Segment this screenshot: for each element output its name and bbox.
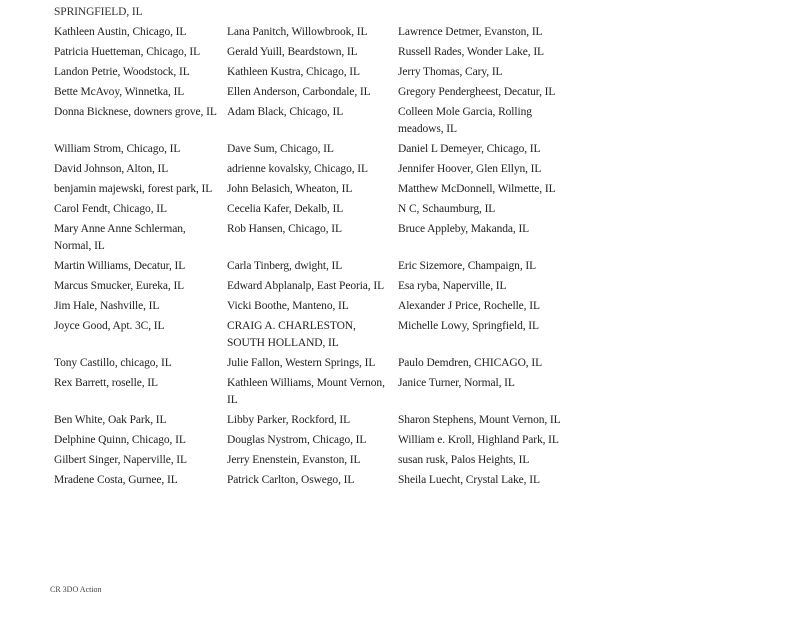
signature-cell: Eric Sizemore, Champaign, IL [398, 260, 537, 272]
signatures-table-body [52, 4, 582, 492]
signature-cell: Adam Black, Chicago, IL [227, 106, 344, 118]
signature-cell: Edward Abplanalp, East Peoria, IL [227, 280, 385, 292]
signature-cell: Landon Petrie, Woodstock, IL [54, 66, 190, 78]
table-row [52, 375, 582, 412]
signature-cell: Esa ryba, Naperville, IL [398, 280, 507, 292]
signature-cell: Jim Hale, Nashville, IL [54, 300, 160, 312]
table-row-top-fragment [52, 4, 582, 24]
signature-cell: Jerry Thomas, Cary, IL [398, 66, 503, 78]
table-row [52, 201, 582, 221]
signature-cell: Donna Bicknese, downers grove, IL [54, 106, 217, 118]
signature-cell: Russell Rades, Wonder Lake, IL [398, 46, 544, 58]
signature-cell: Colleen Mole Garcia, Rolling meadows, IL [398, 106, 532, 135]
signature-cell: Jerry Enenstein, Evanston, IL [227, 454, 361, 466]
table-row [52, 221, 582, 258]
signature-cell: Douglas Nystrom, Chicago, IL [227, 434, 367, 446]
signature-cell: John Belasich, Wheaton, IL [227, 183, 353, 195]
signature-cell: Patricia Huetteman, Chicago, IL [54, 46, 201, 58]
signature-cell: Kathleen Austin, Chicago, IL [54, 26, 187, 38]
signature-cell: Gerald Yuill, Beardstown, IL [227, 46, 358, 58]
signature-cell: benjamin majewski, forest park, IL [54, 183, 213, 195]
signature-cell: Janice Turner, Normal, IL [398, 377, 515, 389]
signature-cell: CRAIG A. CHARLESTON, SOUTH HOLLAND, IL [227, 320, 356, 349]
table-row [52, 258, 582, 278]
signature-cell: susan rusk, Palos Heights, IL [398, 454, 530, 466]
table-row [52, 412, 582, 432]
signature-cell: Bette McAvoy, Winnetka, IL [54, 86, 185, 98]
table-row [52, 44, 582, 64]
signature-cell: Kathleen Kustra, Chicago, IL [227, 66, 360, 78]
table-row [52, 84, 582, 104]
table-row [52, 355, 582, 375]
table-row [52, 141, 582, 161]
signature-cell: Sheila Luecht, Crystal Lake, IL [398, 474, 540, 486]
signature-cell: Paulo Demdren, CHICAGO, IL [398, 357, 543, 369]
table-row [52, 432, 582, 452]
table-row [52, 64, 582, 84]
page-footer: CR 3DO Action [50, 585, 102, 594]
signature-cell: Dave Sum, Chicago, IL [227, 143, 334, 155]
signature-cell: Jennifer Hoover, Glen Ellyn, IL [398, 163, 542, 175]
table-row [52, 181, 582, 201]
signature-cell: Sharon Stephens, Mount Vernon, IL [398, 414, 561, 426]
signature-cell: Matthew McDonnell, Wilmette, IL [398, 183, 556, 195]
signature-cell: Patrick Carlton, Oswego, IL [227, 474, 355, 486]
table-row [52, 452, 582, 472]
signature-cell: Carla Tinberg, dwight, IL [227, 260, 343, 272]
signature-cell: Gregory Pendergheest, Decatur, IL [398, 86, 556, 98]
table-cell: SPRINGFIELD, IL [54, 6, 143, 18]
signature-cell: David Johnson, Alton, IL [54, 163, 169, 175]
signature-cell: Ellen Anderson, Carbondale, IL [227, 86, 371, 98]
signature-cell: Lana Panitch, Willowbrook, IL [227, 26, 368, 38]
signature-cell: Tony Castillo, chicago, IL [54, 357, 172, 369]
signature-cell: Carol Fendt, Chicago, IL [54, 203, 167, 215]
signature-cell: Delphine Quinn, Chicago, IL [54, 434, 186, 446]
signature-cell: Mary Anne Anne Schlerman, Normal, IL [54, 223, 186, 252]
signature-cell: Alexander J Price, Rochelle, IL [398, 300, 540, 312]
signature-cell: Rex Barrett, roselle, IL [54, 377, 158, 389]
signatures-table [52, 4, 582, 492]
signature-cell: Cecelia Kafer, Dekalb, IL [227, 203, 344, 215]
table-row [52, 298, 582, 318]
signature-cell: Michelle Lowy, Springfield, IL [398, 320, 539, 332]
table-cell [225, 4, 396, 24]
signature-cell: William e. Kroll, Highland Park, IL [398, 434, 559, 446]
signature-cell: Julie Fallon, Western Springs, IL [227, 357, 376, 369]
signature-cell: N C, Schaumburg, IL [398, 203, 496, 215]
signature-cell: Gilbert Singer, Naperville, IL [54, 454, 187, 466]
signature-cell: Martin Williams, Decatur, IL [54, 260, 186, 272]
signature-cell: Rob Hansen, Chicago, IL [227, 223, 342, 235]
signature-cell: Mradene Costa, Gurnee, IL [54, 474, 178, 486]
signature-cell: Daniel L Demeyer, Chicago, IL [398, 143, 541, 155]
table-row [52, 278, 582, 298]
signature-cell: William Strom, Chicago, IL [54, 143, 181, 155]
signature-cell: Vicki Boothe, Manteno, IL [227, 300, 349, 312]
table-row [52, 104, 582, 141]
signature-cell: Joyce Good, Apt. 3C, IL [54, 320, 165, 332]
signature-cell: Ben White, Oak Park, IL [54, 414, 167, 426]
signature-cell: Libby Parker, Rockford, IL [227, 414, 351, 426]
signature-cell: Bruce Appleby, Makanda, IL [398, 223, 530, 235]
table-row [52, 472, 582, 492]
table-row [52, 318, 582, 355]
signature-cell: adrienne kovalsky, Chicago, IL [227, 163, 368, 175]
table-row [52, 24, 582, 44]
signature-cell: Lawrence Detmer, Evanston, IL [398, 26, 543, 38]
table-cell [396, 4, 582, 24]
signature-cell: Marcus Smucker, Eureka, IL [54, 280, 185, 292]
signature-cell: Kathleen Williams, Mount Vernon, IL [227, 377, 385, 406]
table-row [52, 161, 582, 181]
